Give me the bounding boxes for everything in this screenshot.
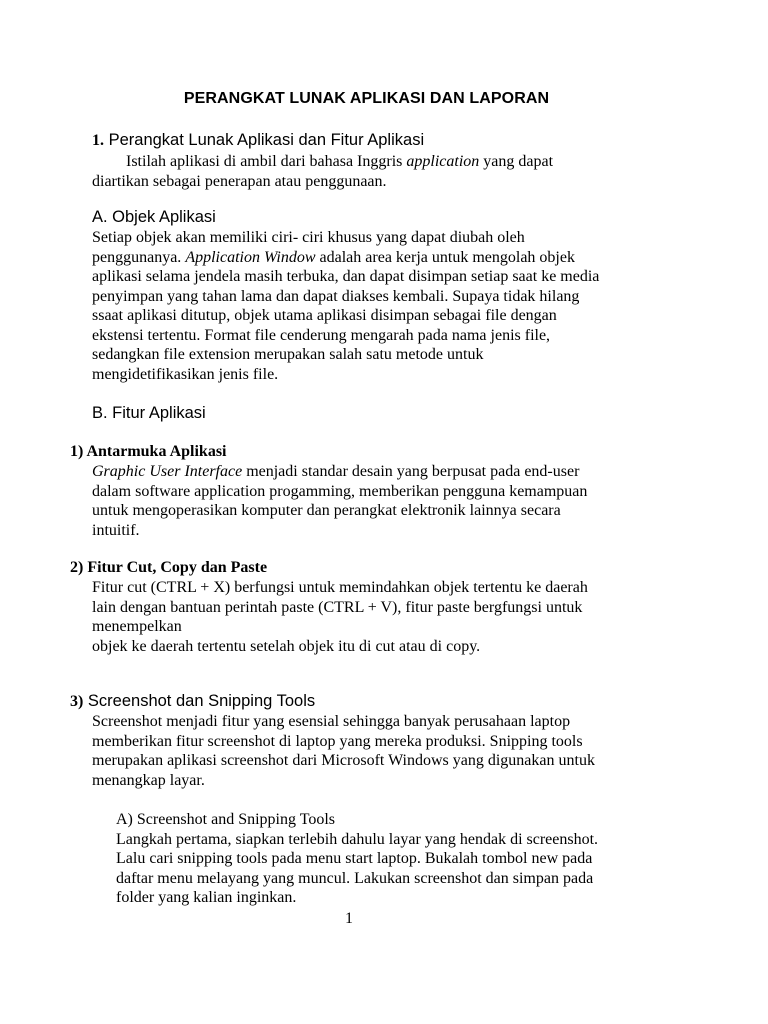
paragraph-line — [92, 462, 587, 482]
paragraph-line: Screenshot menjadi fitur yang esensial sehingga banyak perusahaan laptop — [92, 713, 571, 730]
section-a-heading: A. Objek Aplikasi — [92, 208, 216, 226]
section-1-number: 1. — [92, 132, 104, 149]
section-1-paragraph — [92, 152, 553, 191]
italic-term: Application Window — [185, 248, 316, 266]
paragraph-line: Langkah pertama, siapkan terlebih dahulu layar yang hendak di screenshot. — [116, 830, 599, 848]
paragraph-line: memberikan fitur screenshot di laptop yang mereka produksi. Snipping tools — [92, 732, 583, 750]
paragraph-line: sedangkan file extension merupakan salah satu metode untuk — [92, 346, 484, 363]
text-span: penggunanya. — [92, 248, 182, 266]
paragraph-line: penyimpan yang tahan lama dan dapat diakses kembali. Supaya tidak hilang — [92, 287, 580, 305]
italic-term: application — [406, 153, 480, 170]
paragraph-line: diartikan sebagai penerapan atau penggunaan. — [92, 172, 387, 190]
paragraph-line: intuitif. — [92, 521, 140, 539]
sub-a-block — [116, 810, 598, 908]
item-3-paragraph — [92, 712, 595, 790]
item-1-heading: 1) Antarmuka Aplikasi — [70, 443, 227, 460]
section-a-paragraph — [92, 228, 599, 384]
paragraph-line: ekstensi tertentu. Format file cenderung mengarah pada nama jenis file, — [92, 326, 551, 344]
paragraph-line: Setiap objek akan memiliki ciri- ciri khusus yang dapat diubah oleh — [92, 229, 525, 246]
item-3-number: 3) — [70, 693, 84, 710]
section-1-title: Perangkat Lunak Aplikasi dan Fitur Aplikasi — [108, 131, 425, 149]
paragraph-line — [92, 248, 599, 268]
paragraph-line: menempelkan — [92, 618, 182, 635]
paragraph-line: objek ke daerah tertentu setelah objek itu di cut atau di copy. — [92, 637, 481, 655]
paragraph-line — [92, 152, 553, 172]
paragraph-line: dalam software application progamming, memberikan pengguna kemampuan — [92, 482, 588, 500]
paragraph-line: merupakan aplikasi screenshot dari Microsoft Windows yang digunakan untuk — [92, 752, 595, 769]
document-title: PERANGKAT LUNAK APLIKASI DAN LAPORAN — [183, 90, 550, 107]
item-2-paragraph — [92, 578, 588, 656]
paragraph-line: menangkap layar. — [92, 771, 205, 789]
paragraph-line: untuk mengoperasikan komputer dan perangkat elektronik lainnya secara — [92, 502, 561, 519]
item-3-heading — [70, 692, 315, 711]
section-1-heading — [92, 131, 424, 150]
text-span: Istilah aplikasi di ambil dari bahasa Inggris — [126, 153, 403, 170]
item-3-title: Screenshot dan Snipping Tools — [87, 692, 316, 710]
paragraph-line: aplikasi selama jendela masih terbuka, dan dapat disimpan setiap saat ke media — [92, 268, 600, 285]
paragraph-line: Lalu cari snipping tools pada menu start laptop. Bukalah tombol new pada — [116, 850, 593, 867]
item-1-paragraph — [92, 462, 587, 540]
paragraph-line: Fitur cut (CTRL + X) berfungsi untuk memindahkan objek tertentu ke daerah — [92, 579, 588, 596]
paragraph-line: ssaat aplikasi ditutup, objek utama aplikasi disimpan sebagai file dengan — [92, 307, 557, 324]
paragraph-line: mengidetifikasikan jenis file. — [92, 365, 279, 383]
sub-a-heading: A) Screenshot and Snipping Tools — [116, 811, 336, 828]
text-span: yang dapat — [483, 153, 554, 170]
text-span: adalah area kerja untuk mengolah objek — [319, 248, 575, 266]
paragraph-line: folder yang kalian inginkan. — [116, 889, 297, 906]
page-number: 1 — [345, 910, 353, 927]
text-span: menjadi standar desain yang berpusat pada end-user — [246, 463, 580, 480]
section-b-heading: B. Fitur Aplikasi — [92, 404, 206, 422]
paragraph-line: lain dengan bantuan perintah paste (CTRL + V), fitur paste bergfungsi untuk — [92, 598, 583, 616]
paragraph-line: daftar menu melayang yang muncul. Lakukan screenshot dan simpan pada — [116, 869, 594, 887]
italic-term: Graphic User Interface — [92, 463, 243, 480]
item-2-heading: 2) Fitur Cut, Copy dan Paste — [70, 559, 268, 576]
